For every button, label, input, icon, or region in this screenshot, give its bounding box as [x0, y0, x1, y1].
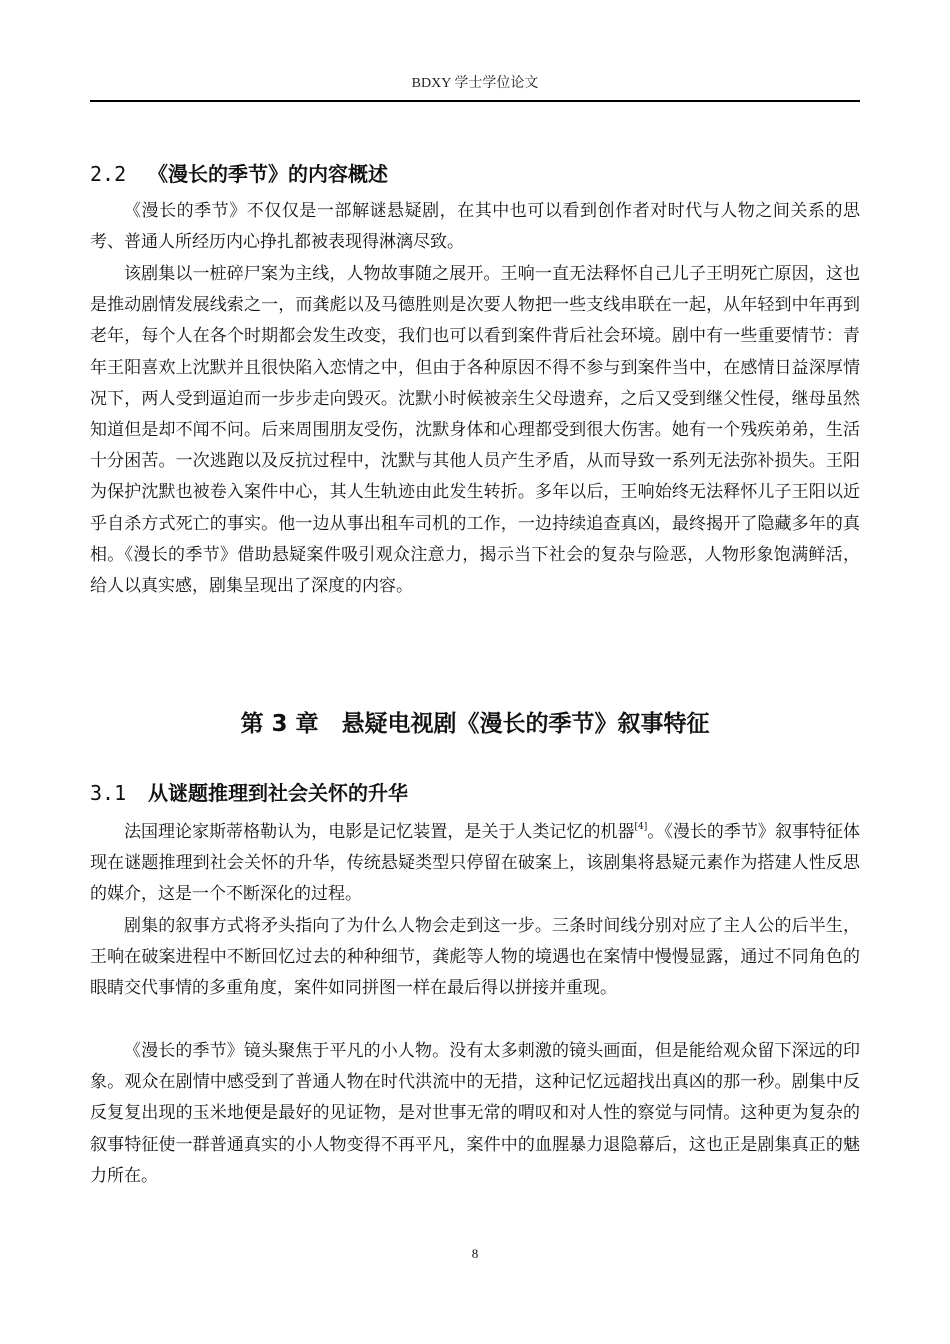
paragraph-text: 。《漫长的季节》叙事特征体现在谜题推理到社会关怀的升华，传统悬疑类型只停留在破案上，该剧集将悬疑元素作为搭建人性反思的媒介，这是一个不断深化的过程。 [90, 822, 861, 905]
section-title: 《漫长的季节》的内容概述 [148, 162, 388, 186]
section-title: 从谜题推理到社会关怀的升华 [148, 781, 408, 805]
running-header: BDXY 学士学位论文 [411, 76, 539, 91]
paragraph: 该剧集以一桩碎尸案为主线，人物故事随之展开。王响一直无法释怀自己儿子王明死亡原因，这也是推动剧情发展线索之一，而龚彪以及马德胜则是次要人物把一些支线串联在一起，从年轻到中年再到老年，每个人在各个时期都会发生改变，我们也可以看到案件背后社会环境。剧中有一些重要情节：青年王阳喜欢上沈默并且很快陷入恋情之中，但由于各种原因不得不参与到案件当中，在感情日益深厚情况下，两人受到逼迫而一步步走向毁灭。沈默小时候被亲生父母遗弃，之后又受到继父性侵，继母虽然知道但是却不闻不问。后来周围朋友受伤，沈默身体和心理都受到很大伤害。她有一个残疾弟弟，生活十分困苦。一次逃跑以及反抗过程中，沈默与其他人员产生矛盾，从而导致一系列无法弥补损失。王阳为保护沈默也被卷入案件中心，其人生轨迹由此发生转折。多年以后，王响始终无法释怀儿子王阳以近乎自杀方式死亡的事实。他一边从事出租车司机的工作，一边持续追查真凶，最终揭开了隐藏多年的真相。《漫长的季节》借助悬疑案件吸引观众注意力，揭示当下社会的复杂与险恶，人物形象饱满鲜活，给人以真实感，剧集呈现出了深度的内容。 [90, 264, 860, 597]
paragraph: 《漫长的季节》镜头聚焦于平凡的小人物。没有太多刺激的镜头画面，但是能给观众留下深远的印象。观众在剧情中感受到了普通人物在时代洪流中的无措，这种记忆远超找出真凶的那一秒。剧集中反反复复出现的玉米地便是最好的见证物，是对世事无常的喟叹和对人性的察觉与同情。这种更为复杂的叙事特征使一群普通真实的小人物变得不再平凡，案件中的血腥暴力退隐幕后，这也正是剧集真正的魅力所在。 [90, 1041, 860, 1186]
paragraph: 剧集的叙事方式将矛头指向了为什么人物会走到这一步。三条时间线分别对应了主人公的后半生，王响在破案进程中不断回忆过去的种种细节，龚彪等人物的境遇也在案情中慢慢显露，通过不同角色的眼睛交代事情的多重角度，案件如同拼图一样在最后得以拼接并重现。 [90, 916, 860, 999]
section-heading-2-2 [90, 158, 388, 187]
paragraph [90, 817, 860, 911]
section-heading-3-1 [90, 777, 408, 806]
citation-reference[interactable]: [4] [634, 822, 648, 832]
chapter-heading: 第 3 章 悬疑电视剧《漫长的季节》叙事特征 [240, 711, 710, 737]
section-number: 2.2 [90, 162, 127, 186]
page-number: 8 [471, 1246, 479, 1261]
paragraph: 《漫长的季节》不仅仅是一部解谜悬疑剧，在其中也可以看到创作者对时代与人物之间关系的思考、普通人所经历内心挣扎都被表现得淋漓尽致。 [90, 201, 860, 253]
section-number: 3.1 [90, 781, 127, 805]
paragraph-text: 法国理论家斯蒂格勒认为，电影是记忆装置，是关于人类记忆的机器 [124, 822, 635, 842]
header-divider [90, 100, 860, 102]
